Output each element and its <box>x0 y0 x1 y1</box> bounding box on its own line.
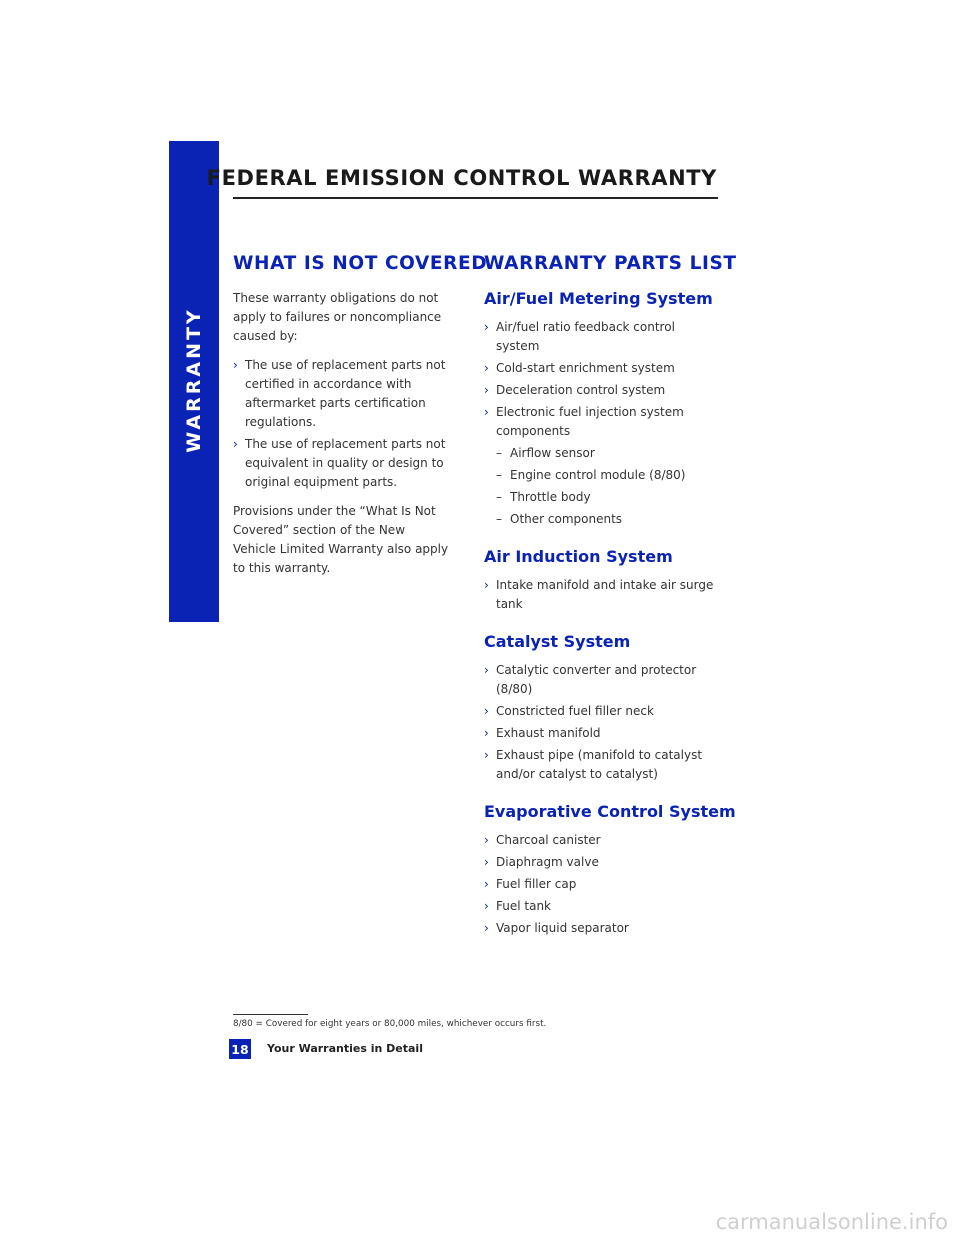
air-induction-list <box>484 576 720 614</box>
footnote: 8/80 = Covered for eight years or 80,000 miles, whichever occurs first. <box>233 1019 547 1029</box>
sub-list-item: – Other components <box>484 510 720 529</box>
dash-icon: – <box>496 446 502 460</box>
chevron-right-icon: › <box>484 833 489 847</box>
list-item: › Deceleration control system <box>484 381 720 400</box>
side-tab-label: WARRANTY <box>183 307 205 453</box>
dash-icon: – <box>496 512 502 526</box>
list-item: › Exhaust pipe (manifold to catalyst and/or catalyst to catalyst) <box>484 748 703 781</box>
chevron-right-icon: › <box>484 383 489 397</box>
dash-icon: – <box>496 468 502 482</box>
list-item: › Cold-start enrichment system <box>484 359 720 378</box>
list-item: › Exhaust manifold <box>484 724 720 743</box>
chevron-right-icon: › <box>484 361 489 375</box>
catalyst-heading: Catalyst System <box>484 632 631 651</box>
evaporative-heading: Evaporative Control System <box>484 802 736 821</box>
chevron-right-icon: › <box>484 726 489 740</box>
air-fuel-heading: Air/Fuel Metering System <box>484 289 713 308</box>
header-divider <box>233 197 718 199</box>
list-item: › Charcoal canister <box>484 831 720 850</box>
chevron-right-icon: › <box>484 663 489 677</box>
list-item: › Fuel filler cap <box>484 875 720 894</box>
chevron-right-icon: › <box>484 748 489 762</box>
sub-list-item: – Airflow sensor <box>484 444 720 463</box>
dash-icon: – <box>496 490 502 504</box>
evaporative-list <box>484 831 720 938</box>
parts-list-heading: WARRANTY PARTS LIST <box>484 253 737 274</box>
list-item: › Catalytic converter and protector (8/80) <box>484 663 697 696</box>
page-number-badge: 18 <box>229 1039 251 1059</box>
chevron-right-icon: › <box>484 899 489 913</box>
list-item: › Fuel tank <box>484 897 720 916</box>
not-covered-intro: These warranty obligations do not apply to failures or noncompliance caused by: <box>233 291 442 343</box>
list-item: › Diaphragm valve <box>484 853 720 872</box>
footnote-divider <box>233 1014 308 1015</box>
chevron-right-icon: › <box>484 855 489 869</box>
list-item: › Air/fuel ratio feedback control system <box>484 320 675 353</box>
chevron-right-icon: › <box>233 358 238 372</box>
chevron-right-icon: › <box>484 578 489 592</box>
sub-list-item: – Throttle body <box>484 488 720 507</box>
chevron-right-icon: › <box>484 320 489 334</box>
chevron-right-icon: › <box>484 704 489 718</box>
page-title: FEDERAL EMISSION CONTROL WARRANTY <box>206 166 717 190</box>
sub-list-item: – Engine control module (8/80) <box>484 466 720 485</box>
list-item: › Constricted fuel filler neck <box>484 702 720 721</box>
list-item: › Electronic fuel injection system components <box>484 405 684 438</box>
chevron-right-icon: › <box>484 877 489 891</box>
air-fuel-list <box>484 318 720 529</box>
not-covered-closing: Provisions under the “What Is Not Covered” section of the New Vehicle Limited Warranty also apply to this warranty. <box>233 504 449 575</box>
parts-list-section <box>484 253 737 941</box>
air-induction-heading: Air Induction System <box>484 547 673 566</box>
footer-title: Your Warranties in Detail <box>267 1042 423 1055</box>
catalyst-list <box>484 661 720 784</box>
watermark: carmanualsonline.info <box>715 1210 948 1234</box>
chevron-right-icon: › <box>233 437 238 451</box>
chevron-right-icon: › <box>484 405 489 419</box>
list-item: › The use of replacement parts not certified in accordance with aftermarket parts certification regulations. <box>233 358 446 429</box>
not-covered-list <box>233 356 451 492</box>
not-covered-section <box>233 253 488 588</box>
list-item: › Vapor liquid separator <box>484 919 720 938</box>
list-item: › The use of replacement parts not equivalent in quality or design to original equipment parts. <box>233 437 446 489</box>
not-covered-heading: WHAT IS NOT COVERED <box>233 253 488 274</box>
chevron-right-icon: › <box>484 921 489 935</box>
list-item: › Intake manifold and intake air surge tank <box>484 578 714 611</box>
